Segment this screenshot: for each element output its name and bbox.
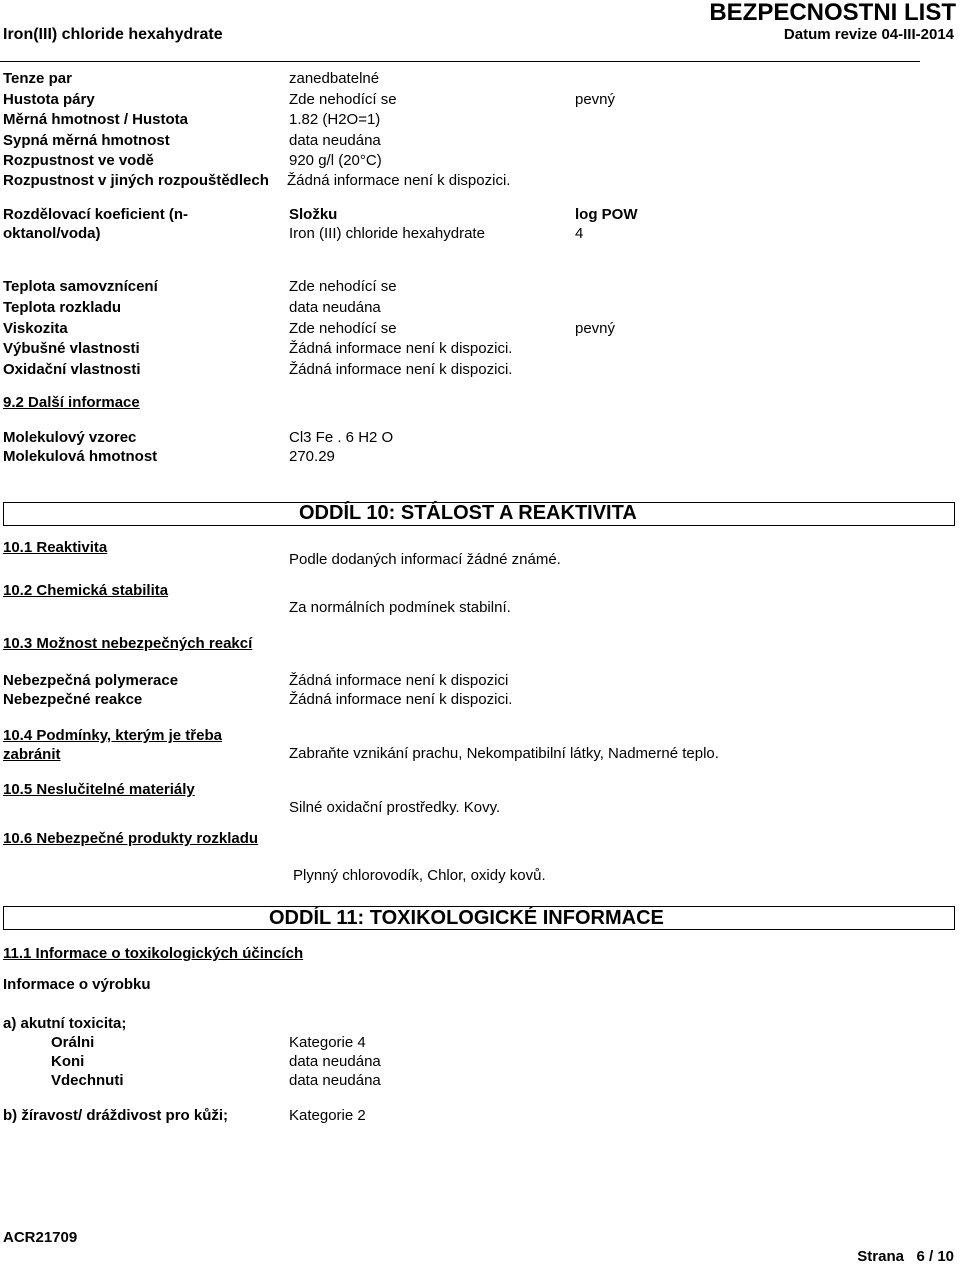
page-label: Strana bbox=[857, 1248, 904, 1265]
other-info-heading: 9.2 Další informace bbox=[3, 394, 140, 411]
reactivity-heading: 10.1 Reaktivita bbox=[3, 539, 108, 556]
page-number bbox=[857, 1248, 954, 1266]
polymerization-label: Nebezpečná polymerace bbox=[3, 672, 179, 689]
product-name: Iron(III) chloride hexahydrate bbox=[3, 26, 223, 43]
mass-label: Molekulová hmotnost bbox=[3, 448, 158, 465]
property-value: Zde nehodící se bbox=[289, 320, 397, 337]
skin-irritation-label: b) žíravost/ dráždivost pro kůži; bbox=[3, 1107, 229, 1124]
skin-value: data neudána bbox=[289, 1053, 381, 1070]
property-value: data neudána bbox=[289, 299, 381, 316]
tox-info-heading: 11.1 Informace o toxikologických účincích bbox=[3, 945, 304, 962]
property-extra: pevný bbox=[575, 320, 616, 337]
partition-label-2: oktanol/voda) bbox=[3, 225, 101, 242]
revision-label: Datum revize bbox=[783, 26, 878, 43]
decomposition-heading: 10.6 Nebezpečné produkty rozkladu bbox=[3, 830, 259, 847]
property-value: zanedbatelné bbox=[289, 70, 380, 87]
property-value: 920 g/l (20°C) bbox=[289, 152, 382, 169]
skin-irritation-value: Kategorie 2 bbox=[289, 1107, 366, 1124]
property-value: Zde nehodící se bbox=[289, 91, 397, 108]
decomposition-value: Plynný chlorovodík, Chlor, oxidy kovů. bbox=[293, 867, 546, 884]
property-label: Rozpustnost v jiných rozpouštědlech bbox=[3, 172, 269, 189]
property-value: data neudána bbox=[289, 132, 381, 149]
document-title: BEZPECNOSTNI LIST bbox=[709, 0, 956, 26]
property-value: 1.82 (H2O=1) bbox=[289, 111, 381, 128]
hazard-reactions-value: Žádná informace není k dispozici. bbox=[289, 691, 513, 708]
property-label: Měrná hmotnost / Hustota bbox=[3, 111, 189, 128]
polymerization-value: Žádná informace není k dispozici bbox=[289, 672, 509, 689]
hazard-reactions-label: Nebezpečné reakce bbox=[3, 691, 143, 708]
property-label: Teplota rozkladu bbox=[3, 299, 122, 316]
revision-date: 04-III-2014 bbox=[881, 26, 954, 43]
inhalation-label: Vdechnuti bbox=[51, 1072, 124, 1089]
incompatible-materials-heading: 10.5 Neslučitelné materiály bbox=[3, 781, 195, 798]
property-value: Žádná informace není k dispozici. bbox=[289, 361, 513, 378]
oral-label: Orálni bbox=[51, 1034, 95, 1051]
property-label: Teplota samovznícení bbox=[3, 278, 158, 295]
skin-label: Koni bbox=[51, 1053, 85, 1070]
section-10-title: ODDÍL 10: STÁLOST A REAKTIVITA bbox=[299, 502, 637, 524]
property-value: Žádná informace není k dispozici. bbox=[289, 340, 513, 357]
logpow-column-header: log POW bbox=[575, 206, 638, 223]
product-info-label: Informace o výrobku bbox=[3, 976, 151, 993]
partition-label-1: Rozdělovací koeficient (n- bbox=[3, 206, 189, 223]
formula-label: Molekulový vzorec bbox=[3, 429, 137, 446]
oral-value: Kategorie 4 bbox=[289, 1034, 366, 1051]
property-label: Viskozita bbox=[3, 320, 68, 337]
acute-toxicity-label: a) akutní toxicita; bbox=[3, 1015, 127, 1032]
hazard-reactions-heading: 10.3 Možnost nebezpečných reakcí bbox=[3, 635, 253, 652]
conditions-avoid-heading-1: 10.4 Podmínky, kterým je třeba bbox=[3, 727, 222, 744]
section-11-title: ODDÍL 11: TOXIKOLOGICKÉ INFORMACE bbox=[269, 907, 664, 929]
stability-value: Za normálních podmínek stabilní. bbox=[289, 599, 511, 616]
stability-heading: 10.2 Chemická stabilita bbox=[3, 582, 169, 599]
page-value: 6 / 10 bbox=[916, 1248, 954, 1265]
revision-date-line bbox=[784, 26, 954, 44]
property-label: Oxidační vlastnosti bbox=[3, 361, 141, 378]
property-label: Výbušné vlastnosti bbox=[3, 340, 140, 357]
mass-value: 270.29 bbox=[289, 448, 335, 465]
logpow-value: 4 bbox=[575, 225, 584, 242]
component-name: Iron (III) chloride hexahydrate bbox=[289, 225, 485, 242]
property-value: Žádná informace není k dispozici. bbox=[287, 172, 511, 189]
component-column-header: Složku bbox=[289, 206, 338, 223]
header-divider bbox=[0, 61, 920, 62]
property-label: Rozpustnost ve vodě bbox=[3, 152, 154, 169]
property-label: Tenze par bbox=[3, 70, 72, 87]
conditions-avoid-heading-2: zabránit bbox=[3, 746, 61, 763]
conditions-avoid-value: Zabraňte vznikání prachu, Nekompatibilní látky, Nadmerné teplo. bbox=[289, 745, 719, 762]
property-extra: pevný bbox=[575, 91, 616, 108]
formula-value: Cl3 Fe . 6 H2 O bbox=[289, 429, 394, 446]
reactivity-value: Podle dodaných informací žádné známé. bbox=[289, 551, 561, 568]
property-label: Hustota páry bbox=[3, 91, 95, 108]
property-value: Zde nehodící se bbox=[289, 278, 397, 295]
document-code: ACR21709 bbox=[3, 1229, 78, 1246]
inhalation-value: data neudána bbox=[289, 1072, 381, 1089]
property-label: Sypná měrná hmotnost bbox=[3, 132, 170, 149]
incompatible-materials-value: Silné oxidační prostředky. Kovy. bbox=[289, 799, 501, 816]
